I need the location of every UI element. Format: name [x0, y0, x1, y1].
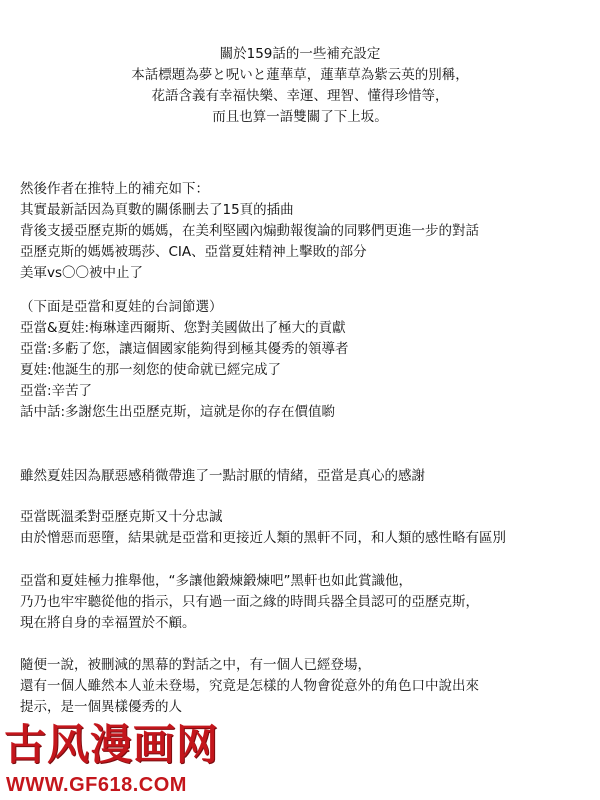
- support-line: 乃乃也牢牢聽從他的指示，只有過一面之緣的時間兵器全員認可的亞歷克斯，: [20, 594, 479, 610]
- header-block: [0, 44, 600, 128]
- cut-line: 還有一個人雖然本人並未登場，究竟是怎樣的人物會從意外的角色口中說出來: [20, 678, 479, 694]
- support-block: [20, 571, 590, 634]
- support-line: 亞當和夏娃極力推舉他，“多讓他鍛煉鍛煉吧”黑軒也如此賞識他，: [20, 573, 412, 589]
- header-line: 本話標題為夢と呪いと蓮華草，蓮華草為紫云英的別稱，: [131, 67, 469, 83]
- header-title: 關於159話的一些補充設定: [219, 46, 381, 62]
- cut-dialogue-block: [20, 655, 590, 718]
- tweet-line: 背後支援亞歷克斯的媽媽，在美利堅國內煽動報復論的同夥們更進一步的對話: [20, 223, 479, 239]
- analysis-block: [20, 466, 590, 487]
- adam-line: 亞當既溫柔對亞歷克斯又十分忠誠: [20, 509, 223, 525]
- adam-block: [20, 507, 590, 549]
- tweet-line: 亞歷克斯的媽媽被瑪莎、CIA、亞當夏娃精神上擊敗的部分: [20, 244, 367, 260]
- analysis-line: 雖然夏娃因為厭惡感稍微帶進了一點討厭的情緒，亞當是真心的感謝: [20, 468, 425, 484]
- adam-line: 由於憎惡而惡墮，結果就是亞當和更接近人類的黑軒不同，和人類的感性略有區別: [20, 530, 506, 546]
- cut-line: 隨便一說，被刪減的黑幕的對話之中，有一個人已經登場，: [20, 657, 371, 673]
- quote-line: 亞當:多虧了您，讓這個國家能夠得到極其優秀的領導者: [20, 341, 349, 357]
- watermark-logo-text: 古风漫画网: [4, 720, 220, 769]
- site-watermark: [0, 716, 220, 800]
- watermark-url: WWW.GF618.COM: [6, 774, 187, 796]
- quote-line: 話中話:多謝您生出亞歷克斯，這就是你的存在價值喲: [20, 404, 336, 420]
- cut-line: 提示，是一個異樣優秀的人: [20, 699, 182, 715]
- tweet-line: 其實最新話因為頁數的關係刪去了15頁的插曲: [20, 202, 294, 218]
- quote-line: 亞當:辛苦了: [20, 383, 93, 399]
- tweet-line: 美軍vs〇〇被中止了: [20, 265, 144, 281]
- tweet-intro: 然後作者在推特上的補充如下：: [20, 181, 209, 197]
- quotes-heading: （下面是亞當和夏娃的台詞節選）: [20, 299, 223, 315]
- header-line: 而且也算一語雙關了下上坂。: [212, 109, 388, 125]
- quote-line: 夏娃:他誕生的那一刻您的使命就已經完成了: [20, 362, 282, 378]
- quotes-block: [20, 297, 590, 423]
- support-line: 現在將自身的幸福置於不顧。: [20, 615, 196, 631]
- header-line: 花語含義有幸福快樂、幸運、理智、懂得珍惜等，: [151, 88, 449, 104]
- tweet-block: [20, 179, 590, 284]
- quote-line: 亞當&夏娃:梅琳達西爾斯、您對美國做出了極大的貢獻: [20, 320, 346, 336]
